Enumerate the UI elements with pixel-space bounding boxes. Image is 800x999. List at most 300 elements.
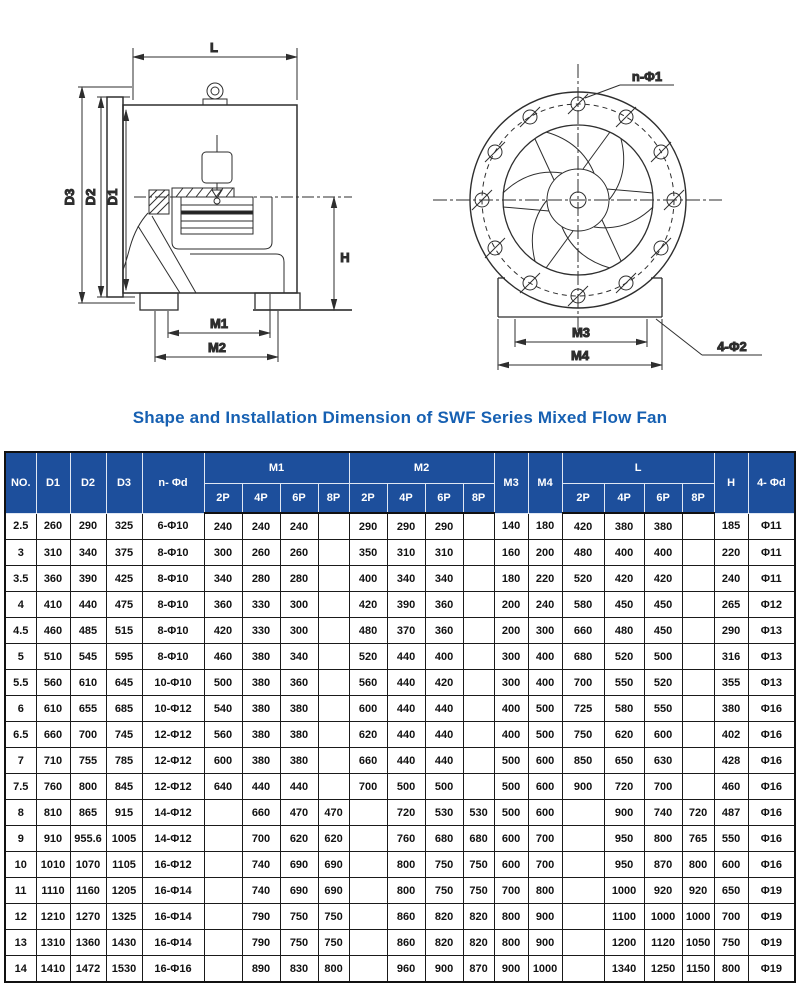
table-cell: [562, 826, 604, 852]
table-cell: 8-Φ10: [142, 566, 204, 592]
table-cell: 500: [425, 774, 463, 800]
table-cell: 14-Φ12: [142, 826, 204, 852]
table-cell: 1205: [106, 878, 142, 904]
table-cell: 680: [463, 826, 494, 852]
table-cell: Φ13: [748, 670, 795, 696]
table-cell: 475: [106, 592, 142, 618]
table-cell: 380: [604, 513, 644, 540]
side-view-diagram: [62, 40, 352, 362]
table-cell: 1000: [604, 878, 644, 904]
table-cell: 530: [425, 800, 463, 826]
table-cell: 325: [106, 513, 142, 540]
table-cell: 750: [318, 904, 349, 930]
col-header-m2-6p: 6P: [425, 484, 463, 514]
table-cell: 11: [5, 878, 36, 904]
table-cell: 600: [644, 722, 682, 748]
table-cell: 440: [70, 592, 106, 618]
table-cell: 530: [463, 800, 494, 826]
table-cell: 360: [425, 618, 463, 644]
table-cell: Φ16: [748, 722, 795, 748]
table-row: [5, 774, 795, 800]
table-cell: 16-Φ14: [142, 878, 204, 904]
table-cell: [463, 644, 494, 670]
table-cell: 400: [349, 566, 387, 592]
label-4-phi2: 4-Φ2: [717, 339, 747, 354]
col-header-m1-6p: 6P: [280, 484, 318, 514]
table-cell: 1430: [106, 930, 142, 956]
table-cell: 12-Φ12: [142, 722, 204, 748]
table-cell: Φ13: [748, 644, 795, 670]
table-cell: 425: [106, 566, 142, 592]
table-cell: 3: [5, 540, 36, 566]
table-cell: 280: [242, 566, 280, 592]
table-cell: 300: [528, 618, 562, 644]
table-cell: [318, 618, 349, 644]
table-cell: 7.5: [5, 774, 36, 800]
table-cell: [318, 774, 349, 800]
table-cell: 360: [280, 670, 318, 696]
table-cell: 1210: [36, 904, 70, 930]
table-cell: 900: [528, 904, 562, 930]
table-cell: 710: [36, 748, 70, 774]
table-cell: 1005: [106, 826, 142, 852]
table-cell: [463, 513, 494, 540]
table-cell: 290: [70, 513, 106, 540]
table-cell: 390: [387, 592, 425, 618]
table-row: [5, 748, 795, 774]
table-cell: 400: [494, 722, 528, 748]
label-D3: D3: [62, 188, 77, 206]
table-cell: 820: [425, 930, 463, 956]
table-cell: 6.5: [5, 722, 36, 748]
col-header-m1-2p: 2P: [204, 484, 242, 514]
table-cell: [463, 592, 494, 618]
table-cell: Φ19: [748, 904, 795, 930]
table-cell: 300: [494, 644, 528, 670]
table-cell: [204, 956, 242, 983]
table-cell: 500: [644, 644, 682, 670]
table-cell: 16-Φ16: [142, 956, 204, 983]
table-cell: 700: [349, 774, 387, 800]
table-row: [5, 592, 795, 618]
table-cell: 1200: [604, 930, 644, 956]
table-cell: 16-Φ14: [142, 904, 204, 930]
table-cell: 760: [36, 774, 70, 800]
table-cell: 800: [528, 878, 562, 904]
table-cell: 500: [528, 696, 562, 722]
table-cell: 750: [425, 852, 463, 878]
table-cell: 8-Φ10: [142, 540, 204, 566]
table-cell: 440: [387, 644, 425, 670]
table-cell: [349, 800, 387, 826]
dim-M3: [515, 319, 647, 347]
table-cell: [682, 774, 714, 800]
table-cell: 660: [36, 722, 70, 748]
table-cell: 620: [318, 826, 349, 852]
table-cell: 220: [528, 566, 562, 592]
table-cell: 500: [494, 800, 528, 826]
table-cell: 690: [318, 878, 349, 904]
table-cell: 316: [714, 644, 748, 670]
table-cell: 1070: [70, 852, 106, 878]
table-cell: [349, 956, 387, 983]
col-group-l: L: [562, 452, 714, 484]
table-cell: 500: [528, 722, 562, 748]
table-cell: 690: [280, 852, 318, 878]
table-cell: 1360: [70, 930, 106, 956]
table-cell: 200: [494, 592, 528, 618]
table-cell: 890: [242, 956, 280, 983]
table-cell: 1150: [682, 956, 714, 983]
table-cell: 340: [280, 644, 318, 670]
table-cell: 1000: [644, 904, 682, 930]
table-cell: 950: [604, 826, 644, 852]
dim-H: [334, 197, 350, 310]
col-header-d2: D2: [70, 452, 106, 513]
table-cell: 1160: [70, 878, 106, 904]
table-cell: Φ11: [748, 566, 795, 592]
table-cell: [204, 852, 242, 878]
table-cell: [562, 930, 604, 956]
table-cell: 500: [387, 774, 425, 800]
table-cell: 300: [280, 592, 318, 618]
table-cell: 402: [714, 722, 748, 748]
table-cell: 800: [318, 956, 349, 983]
table-cell: 820: [463, 904, 494, 930]
table-cell: 1000: [682, 904, 714, 930]
table-row: [5, 566, 795, 592]
table-cell: Φ16: [748, 696, 795, 722]
col-header-4-phid: 4- Φd: [748, 452, 795, 513]
table-cell: 360: [204, 592, 242, 618]
table-cell: 700: [644, 774, 682, 800]
table-cell: 600: [494, 826, 528, 852]
table-cell: 900: [562, 774, 604, 800]
table-cell: Φ16: [748, 774, 795, 800]
table-cell: 845: [106, 774, 142, 800]
motor: [172, 197, 284, 293]
label-H: H: [340, 250, 350, 265]
table-cell: 620: [349, 722, 387, 748]
table-cell: 12-Φ12: [142, 774, 204, 800]
label-D2: D2: [83, 188, 98, 206]
table-cell: 480: [349, 618, 387, 644]
table-cell: 1010: [36, 852, 70, 878]
table-cell: 300: [204, 540, 242, 566]
table-cell: 380: [714, 696, 748, 722]
table-cell: 440: [387, 696, 425, 722]
table-cell: 645: [106, 670, 142, 696]
table-cell: 260: [36, 513, 70, 540]
table-cell: 440: [387, 722, 425, 748]
table-cell: 8: [5, 800, 36, 826]
table-cell: 300: [280, 618, 318, 644]
table-cell: 1325: [106, 904, 142, 930]
table-cell: 420: [425, 670, 463, 696]
table-cell: 470: [318, 800, 349, 826]
col-header-no: NO.: [5, 452, 36, 513]
table-cell: 180: [494, 566, 528, 592]
table-cell: 400: [644, 540, 682, 566]
table-cell: 580: [604, 696, 644, 722]
table-cell: 520: [562, 566, 604, 592]
table-cell: 660: [349, 748, 387, 774]
table-cell: 4: [5, 592, 36, 618]
junction-box: [202, 135, 232, 204]
table-cell: 4.5: [5, 618, 36, 644]
table-cell: 300: [494, 670, 528, 696]
table-cell: [682, 513, 714, 540]
col-header-m3: M3: [494, 452, 528, 513]
table-row: [5, 513, 795, 540]
table-cell: 8-Φ10: [142, 592, 204, 618]
table-cell: 790: [242, 904, 280, 930]
table-cell: 6-Φ10: [142, 513, 204, 540]
table-cell: 600: [494, 852, 528, 878]
table-cell: [463, 696, 494, 722]
table-cell: 650: [604, 748, 644, 774]
table-cell: [682, 540, 714, 566]
table-cell: 720: [387, 800, 425, 826]
col-header-m2-2p: 2P: [349, 484, 387, 514]
table-cell: 340: [70, 540, 106, 566]
table-cell: [349, 826, 387, 852]
table-row: [5, 644, 795, 670]
table-row: [5, 670, 795, 696]
table-cell: 380: [242, 722, 280, 748]
table-cell: 600: [528, 774, 562, 800]
table-row: [5, 878, 795, 904]
table-cell: 340: [387, 566, 425, 592]
table-cell: 420: [349, 592, 387, 618]
table-cell: 500: [204, 670, 242, 696]
table-cell: 480: [604, 618, 644, 644]
table-cell: 870: [463, 956, 494, 983]
table-cell: 600: [528, 800, 562, 826]
table-cell: [682, 592, 714, 618]
table-cell: 290: [387, 513, 425, 540]
table-cell: [318, 566, 349, 592]
table-cell: 750: [463, 878, 494, 904]
table-cell: 12: [5, 904, 36, 930]
table-cell: 375: [106, 540, 142, 566]
table-cell: 420: [604, 566, 644, 592]
table-cell: [318, 748, 349, 774]
table-cell: 550: [644, 696, 682, 722]
table-cell: 550: [714, 826, 748, 852]
table-cell: 915: [106, 800, 142, 826]
table-row: [5, 852, 795, 878]
col-header-h: H: [714, 452, 748, 513]
table-cell: 340: [425, 566, 463, 592]
table-cell: [562, 904, 604, 930]
table-cell: Φ16: [748, 748, 795, 774]
page-title: Shape and Installation Dimension of SWF Series Mixed Flow Fan: [132, 408, 668, 427]
col-header-d3: D3: [106, 452, 142, 513]
table-cell: 450: [604, 592, 644, 618]
table-cell: 140: [494, 513, 528, 540]
table-cell: 790: [242, 930, 280, 956]
table-cell: 330: [242, 618, 280, 644]
table-cell: 450: [644, 592, 682, 618]
table-cell: 900: [528, 930, 562, 956]
table-cell: 3.5: [5, 566, 36, 592]
table-cell: 1250: [644, 956, 682, 983]
table-cell: 380: [242, 748, 280, 774]
table-cell: 380: [242, 644, 280, 670]
table-cell: 400: [528, 644, 562, 670]
table-cell: 500: [494, 774, 528, 800]
table-cell: [682, 722, 714, 748]
col-header-m2-4p: 4P: [387, 484, 425, 514]
table-row: [5, 722, 795, 748]
table-cell: 420: [562, 513, 604, 540]
col-header-m1-8p: 8P: [318, 484, 349, 514]
table-cell: 290: [425, 513, 463, 540]
table-cell: 440: [242, 774, 280, 800]
table-cell: [463, 722, 494, 748]
table-cell: 700: [714, 904, 748, 930]
table-cell: 180: [528, 513, 562, 540]
table-cell: 800: [70, 774, 106, 800]
table-cell: 400: [425, 644, 463, 670]
table-cell: 290: [349, 513, 387, 540]
table-cell: 800: [682, 852, 714, 878]
table-cell: [463, 748, 494, 774]
table-cell: 265: [714, 592, 748, 618]
table-cell: 700: [562, 670, 604, 696]
table-cell: [349, 878, 387, 904]
table-cell: 740: [242, 878, 280, 904]
table-cell: [682, 748, 714, 774]
table-cell: 955.6: [70, 826, 106, 852]
table-cell: Φ16: [748, 826, 795, 852]
table-cell: 520: [644, 670, 682, 696]
table-cell: 200: [528, 540, 562, 566]
table-cell: 650: [714, 878, 748, 904]
table-cell: 16-Φ12: [142, 852, 204, 878]
table-cell: 630: [644, 748, 682, 774]
table-cell: 810: [36, 800, 70, 826]
table-cell: 14: [5, 956, 36, 983]
table-cell: 600: [204, 748, 242, 774]
table-cell: Φ19: [748, 930, 795, 956]
table-cell: 700: [528, 826, 562, 852]
table-cell: 800: [387, 878, 425, 904]
table-cell: 380: [280, 722, 318, 748]
table-cell: Φ11: [748, 513, 795, 540]
label-n-phi1: n-Φ1: [631, 69, 663, 84]
table-cell: 410: [36, 592, 70, 618]
table-cell: 440: [425, 748, 463, 774]
table-cell: 280: [280, 566, 318, 592]
table-cell: 540: [204, 696, 242, 722]
table-cell: [204, 826, 242, 852]
table-cell: 700: [494, 878, 528, 904]
table-cell: 8-Φ10: [142, 644, 204, 670]
table-cell: 610: [36, 696, 70, 722]
table-cell: 750: [562, 722, 604, 748]
table-cell: 700: [242, 826, 280, 852]
table-cell: 860: [387, 930, 425, 956]
table-cell: 800: [494, 904, 528, 930]
table-cell: 690: [318, 852, 349, 878]
table-cell: 1410: [36, 956, 70, 983]
table-cell: [682, 566, 714, 592]
table-cell: 600: [349, 696, 387, 722]
table-cell: 750: [318, 930, 349, 956]
table-cell: 745: [106, 722, 142, 748]
table-cell: 12-Φ12: [142, 748, 204, 774]
table-cell: 620: [280, 826, 318, 852]
col-header-l-8p: 8P: [682, 484, 714, 514]
table-cell: 1340: [604, 956, 644, 983]
label-M4: M4: [570, 348, 590, 363]
table-cell: 240: [242, 513, 280, 540]
table-cell: 740: [242, 852, 280, 878]
table-cell: 900: [494, 956, 528, 983]
table-cell: 240: [280, 513, 318, 540]
table-cell: [463, 540, 494, 566]
label-M1: M1: [209, 316, 229, 331]
table-cell: 680: [425, 826, 463, 852]
table-cell: 700: [528, 852, 562, 878]
table-cell: 560: [36, 670, 70, 696]
table-cell: 750: [280, 904, 318, 930]
table-cell: 910: [36, 826, 70, 852]
table-cell: 310: [425, 540, 463, 566]
front-view-diagram: [433, 64, 762, 370]
table-cell: 460: [714, 774, 748, 800]
table-cell: 750: [425, 878, 463, 904]
table-cell: 440: [387, 670, 425, 696]
table-cell: 690: [280, 878, 318, 904]
table-cell: 800: [494, 930, 528, 956]
table-cell: 765: [682, 826, 714, 852]
table-cell: 850: [562, 748, 604, 774]
table-cell: 1270: [70, 904, 106, 930]
table-cell: 820: [425, 904, 463, 930]
table-cell: 500: [494, 748, 528, 774]
table-cell: 9: [5, 826, 36, 852]
table-cell: [682, 670, 714, 696]
table-cell: 595: [106, 644, 142, 670]
table-cell: 440: [425, 696, 463, 722]
table-cell: 5: [5, 644, 36, 670]
col-header-m4: M4: [528, 452, 562, 513]
col-header-n-phid: n- Φd: [142, 452, 204, 513]
table-cell: [204, 800, 242, 826]
table-cell: 200: [494, 618, 528, 644]
table-cell: 750: [463, 852, 494, 878]
table-cell: 750: [714, 930, 748, 956]
table-cell: 310: [36, 540, 70, 566]
table-cell: 515: [106, 618, 142, 644]
table-cell: [318, 696, 349, 722]
table-cell: 755: [70, 748, 106, 774]
table-cell: 470: [280, 800, 318, 826]
table-cell: 260: [280, 540, 318, 566]
table-cell: 6: [5, 696, 36, 722]
table-cell: 560: [349, 670, 387, 696]
table-cell: 10-Φ10: [142, 670, 204, 696]
table-cell: 260: [242, 540, 280, 566]
table-cell: 480: [562, 540, 604, 566]
table-cell: 900: [425, 956, 463, 983]
table-cell: [349, 852, 387, 878]
table-cell: 390: [70, 566, 106, 592]
table-cell: [318, 644, 349, 670]
